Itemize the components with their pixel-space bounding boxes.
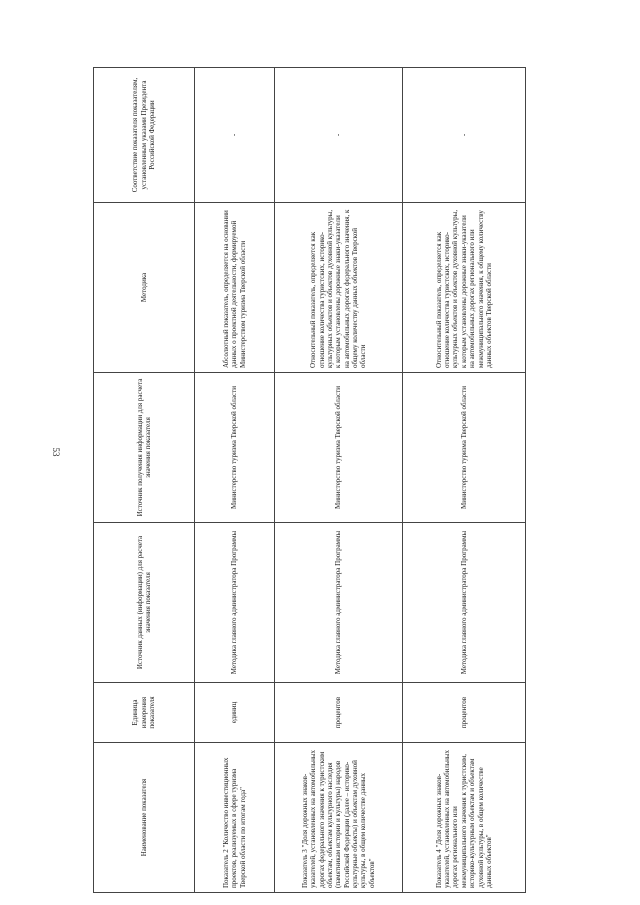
header-indicator-name: Наименование показателя <box>94 743 195 893</box>
table-row <box>195 68 275 893</box>
method-cell: Относительный показатель, определяется как отношение количества туристских, историко-культурных объектов и объектов духовной культуры, к которым установлены дорожные знаки-указатели на автомобильных дорогах регионального или межмуниципального значения, к общему количеству данных объектов Тверской области <box>403 203 526 373</box>
table-row <box>403 68 526 893</box>
compliance-cell: - <box>195 68 275 203</box>
method-cell: Относительный показатель, определяется как отношение количества туристских, историко-культурных объектов и объектов духовной культуры, к которым установлены дорожные знаки-указатели на автомобильных дорогах федерального значения, к общему количеству данных объектов Тверской области <box>275 203 403 373</box>
method-cell: Абсолютный показатель, определяется на основании данных о проектной деятельности, формируемой Министерством туризма Тверской области <box>195 203 275 373</box>
header-unit: Единица измерения показателя <box>94 683 195 743</box>
table-header-row <box>94 68 195 893</box>
data-source-cell: Методика главного администратора Программы <box>403 523 526 683</box>
compliance-cell: - <box>275 68 403 203</box>
info-source-cell: Министерство туризма Тверской области <box>275 373 403 523</box>
unit-cell: процентов <box>275 683 403 743</box>
table-row <box>275 68 403 893</box>
unit-cell: единиц <box>195 683 275 743</box>
data-source-cell: Методика главного администратора Программы <box>195 523 275 683</box>
header-info-source: Источник получения информации для расчета значения показателя <box>94 373 195 523</box>
header-compliance: Соответствие показателя показателям, установленным указами Президента Российской Федерации <box>94 68 195 203</box>
indicators-table <box>93 67 526 893</box>
compliance-cell: - <box>403 68 526 203</box>
header-data-source: Источник данных (информации) для расчета значения показателя <box>94 523 195 683</box>
rotated-table-wrapper <box>93 68 520 893</box>
indicator-name: Показатель 2 "Количество инвестиционных проектов, реализуемых в сфере туризма Тверской области по итогам года" <box>195 743 275 893</box>
indicator-name: Показатель 3 "Доля дорожных знаков-указателей, установленных на автомобильных дорогах федерального значения к туристским объектам, объектам культурного наследия (памятникам истории и культуры) народов Российской Федерации (далее – историко-культурные объекты) и объектам духовной культуры, в общем количестве данных объектов" <box>275 743 403 893</box>
data-source-cell: Методика главного администратора Программы <box>275 523 403 683</box>
unit-cell: процентов <box>403 683 526 743</box>
header-method: Методика <box>94 203 195 373</box>
page-number: 53 <box>51 447 61 457</box>
indicator-name: Показатель 4 "Доля дорожных знаков-указателей, установленных на автомобильных дорогах регионального или межмуниципального значения к туристским, историко-культурным объектам и объектам духовной культуры, в общем количестве данных объектов" <box>403 743 526 893</box>
info-source-cell: Министерство туризма Тверской области <box>195 373 275 523</box>
info-source-cell: Министерство туризма Тверской области <box>403 373 526 523</box>
